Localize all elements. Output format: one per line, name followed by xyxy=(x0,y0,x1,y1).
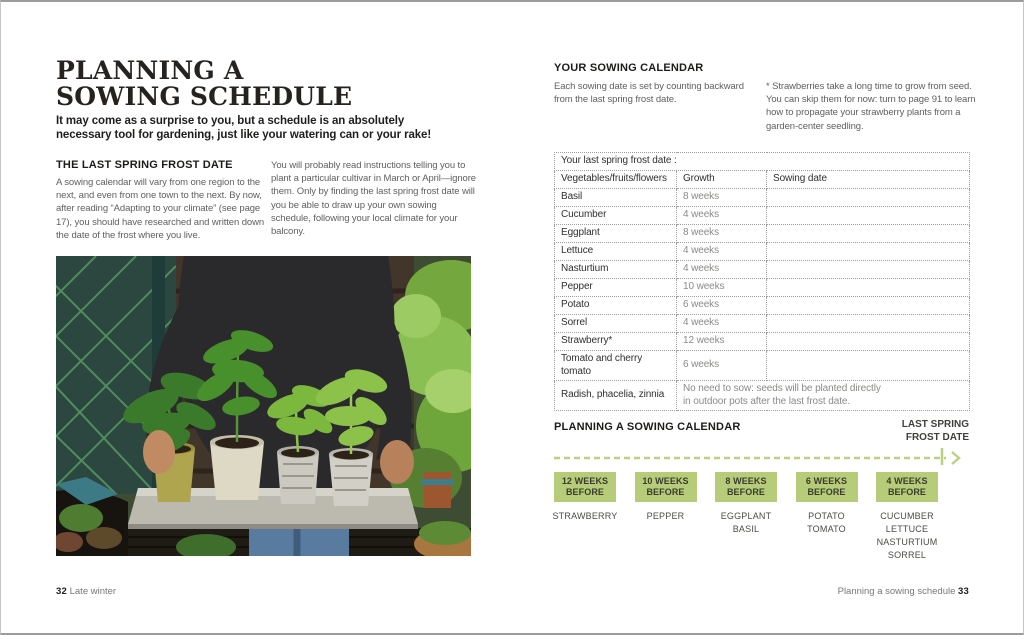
plant-name: Radish, phacelia, zinnia xyxy=(555,381,677,411)
sowing-calendar-intro: Each sowing date is set by counting backward from the last spring frost date. xyxy=(554,81,744,106)
sowing-date-cell-empty xyxy=(767,297,970,315)
growth-value: 8 weeks xyxy=(677,225,767,243)
milestone-row xyxy=(554,472,938,562)
table-row xyxy=(555,261,970,279)
table-row-direct-sow xyxy=(555,381,970,411)
footer-left xyxy=(56,586,116,597)
body-column-2: You will probably read instructions telling you to plant a particular cultivar in March or April—ignore them. Only by finding the last spring frost date will you be able to draw up your own sowing schedule, following your local climate for your balcony. xyxy=(271,160,476,238)
growth-value: 6 weeks xyxy=(677,351,767,381)
sowing-date-cell-empty xyxy=(767,225,970,243)
direct-sow-note-line2: in outdoor pots after the last frost date. xyxy=(683,395,851,407)
milestone-plants: POTATO TOMATO xyxy=(807,511,846,534)
section-heading-sowing-calendar: YOUR SOWING CALENDAR xyxy=(554,62,704,74)
page-title xyxy=(56,58,352,110)
table-row xyxy=(555,279,970,297)
growth-value: 4 weeks xyxy=(677,261,767,279)
plant-name: Basil xyxy=(555,189,677,207)
timeline-axis xyxy=(554,446,969,466)
footer-right xyxy=(554,586,969,597)
milestone-box: 10 WEEKS BEFORE xyxy=(635,472,697,502)
intro-line2: necessary tool for gardening, just like your watering can or your rake! xyxy=(56,128,432,141)
milestone-box: 6 WEEKS BEFORE xyxy=(796,472,858,502)
body-column-1: A sowing calendar will vary from one region to the next, and even from one town to the next. By now, after reading “Adapting to your climate” (see page 17), you should have researched and written down the date of the frost where you live. xyxy=(56,177,265,241)
plant-name: Lettuce xyxy=(555,243,677,261)
table-row xyxy=(555,207,970,225)
sowing-table xyxy=(554,152,970,411)
milestone-6-weeks xyxy=(796,472,858,562)
growth-value: 12 weeks xyxy=(677,333,767,351)
table-row xyxy=(555,351,970,381)
strawberry-note: * Strawberries take a long time to grow from seed. You can skip them for now: turn to page 91 to learn how to propagate your strawberry plants from a garden-center seedling. xyxy=(766,81,976,132)
sowing-date-cell-empty xyxy=(767,315,970,333)
col-header-growth: Growth xyxy=(677,171,767,189)
hand-left xyxy=(143,430,175,474)
milestone-12-weeks xyxy=(554,472,616,562)
plant-name: Strawberry* xyxy=(555,333,677,351)
col-header-vegetables: Vegetables/fruits/flowers xyxy=(555,171,677,189)
sowing-date-cell-empty xyxy=(767,189,970,207)
page-number-left: 32 xyxy=(56,586,67,597)
milestone-plants: PEPPER xyxy=(646,511,685,521)
frost-date-label-line1: LAST SPRING xyxy=(901,419,969,430)
milestone-plants: CUCUMBER LETTUCE NASTURTIUM SORREL xyxy=(876,511,938,560)
plant-name: Pepper xyxy=(555,279,677,297)
sowing-date-cell-empty xyxy=(767,207,970,225)
table-row xyxy=(555,243,970,261)
intro-text xyxy=(56,115,431,142)
frost-date-label-line2: FROST DATE xyxy=(905,432,969,443)
milestone-8-weeks xyxy=(715,472,777,562)
growth-value: 10 weeks xyxy=(677,279,767,297)
plant-name: Potato xyxy=(555,297,677,315)
plant-name: Eggplant xyxy=(555,225,677,243)
growth-value: 4 weeks xyxy=(677,315,767,333)
sowing-date-cell-empty xyxy=(767,333,970,351)
plant-name: Sorrel xyxy=(555,315,677,333)
page-title-line1: PLANNING A xyxy=(56,56,244,85)
milestone-10-weeks xyxy=(635,472,697,562)
table-caption: Your last spring frost date : xyxy=(555,153,970,171)
seedlings-photo xyxy=(56,256,471,556)
plant-name: Cucumber xyxy=(555,207,677,225)
table-row xyxy=(555,333,970,351)
col-header-sowing-date: Sowing date xyxy=(767,171,970,189)
milestone-box: 12 WEEKS BEFORE xyxy=(554,472,616,502)
sowing-date-cell-empty xyxy=(767,279,970,297)
table-caption-row xyxy=(555,153,970,171)
sowing-date-cell-empty xyxy=(767,261,970,279)
page-number-right: 33 xyxy=(958,586,969,597)
footer-section-left: Late winter xyxy=(69,586,117,597)
sowing-date-cell-empty xyxy=(767,351,970,381)
growth-value: 4 weeks xyxy=(677,243,767,261)
table-header-row xyxy=(555,171,970,189)
frost-date-label xyxy=(801,418,969,444)
intro-line1: It may come as a surprise to you, but a schedule is an absolutely xyxy=(56,115,405,127)
direct-sow-note xyxy=(677,381,970,411)
milestone-plants: EGGPLANT BASIL xyxy=(720,511,772,534)
page-title-line2: SOWING SCHEDULE xyxy=(56,82,353,111)
growth-value: 8 weeks xyxy=(677,189,767,207)
milestone-4-weeks xyxy=(876,472,938,562)
milestone-plants: STRAWBERRY xyxy=(552,511,618,521)
plant-name: Nasturtium xyxy=(555,261,677,279)
table-row xyxy=(555,297,970,315)
growth-value: 4 weeks xyxy=(677,207,767,225)
section-heading-frost-date: THE LAST SPRING FROST DATE xyxy=(56,159,233,171)
milestone-box: 4 WEEKS BEFORE xyxy=(876,472,938,502)
table-row xyxy=(555,189,970,207)
growth-value: 6 weeks xyxy=(677,297,767,315)
timeline-arrow-icon xyxy=(952,452,959,464)
timeline-heading: PLANNING A SOWING CALENDAR xyxy=(554,421,741,433)
table-row xyxy=(555,225,970,243)
milestone-box: 8 WEEKS BEFORE xyxy=(715,472,777,502)
hand-right xyxy=(380,440,414,484)
plant-name: Tomato and cherry tomato xyxy=(555,351,677,381)
table-row xyxy=(555,315,970,333)
footer-section-right: Planning a sowing schedule xyxy=(837,586,956,597)
sowing-date-cell-empty xyxy=(767,243,970,261)
direct-sow-note-line1: No need to sow: seeds will be planted directly xyxy=(683,383,881,394)
